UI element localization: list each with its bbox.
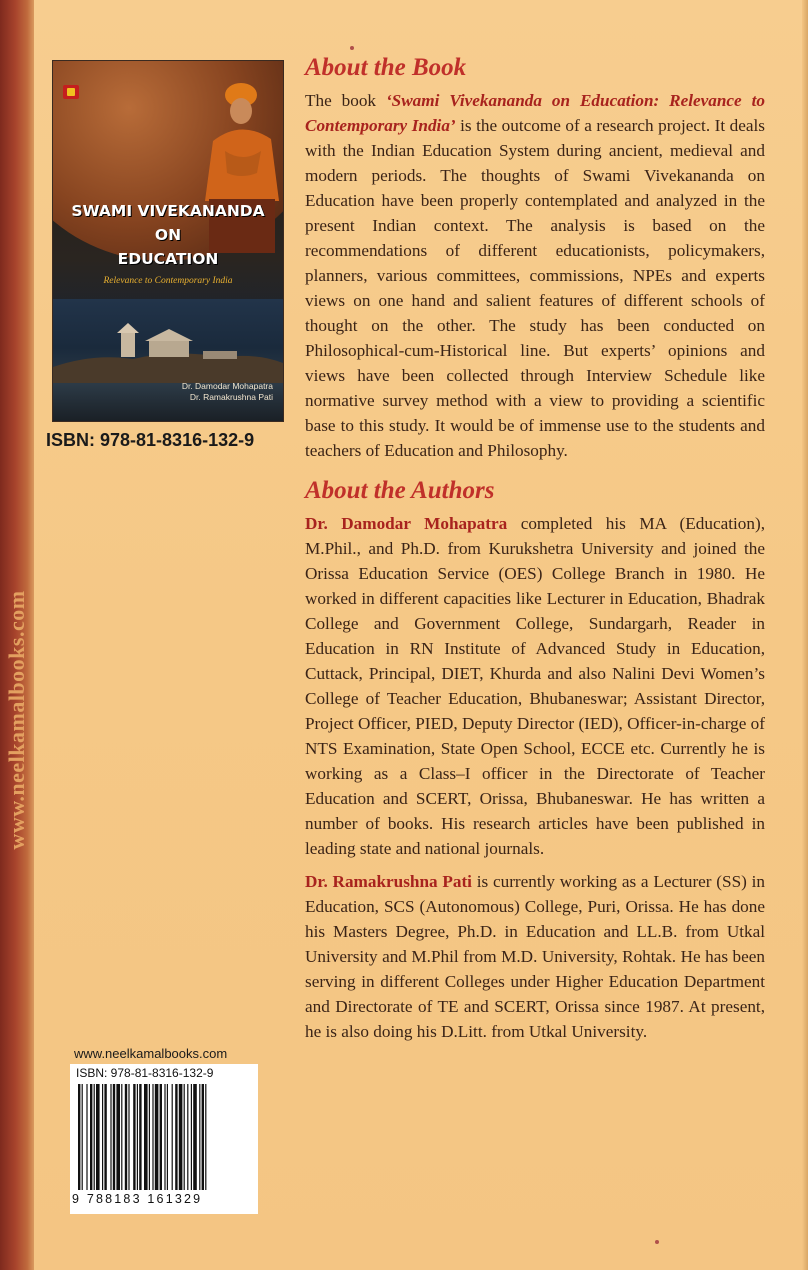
book-spine xyxy=(0,0,34,1270)
cover-subtitle: Relevance to Contemporary India xyxy=(103,276,233,286)
author-1-bio: completed his MA (Education), M.Phil., and Ph.D. from Kurukshetra University and joined the Orissa Education Service (OES) College Branch in 1980. He worked in different capacities like Lecturer in Education, Bhadrak College and Government College, Sundargarh, Reader in Education in RN Institute of Advanced Study in Education, Cuttack, Principal, DIET, Khurda and also Nalini Devi Women’s College of Teacher Education, Bhubaneswar; Assistant Director, Project Officer, PIED, Deputy Director (IED), Officer-in-charge of NTS Examination, State Open School, ECCE etc. Currently he is working as a Class–I officer in the Directorate of Teacher Education and SCERT, Orissa, Bhubaneswar. He has written a number of books. His research articles have been published in leading state and national journals. xyxy=(305,514,765,858)
cover-authors xyxy=(182,381,273,403)
author-2-name: Dr. Ramakrushna Pati xyxy=(305,872,472,891)
spine-website: www.neelkamalbooks.com xyxy=(4,590,29,850)
cover-title-line-2: ON xyxy=(154,226,182,244)
spine-website-wrapper xyxy=(4,540,30,900)
author-1-name: Dr. Damodar Mohapatra xyxy=(305,514,508,533)
cover-title-line-1: SWAMI VIVEKANANDA xyxy=(71,202,265,220)
cover-title xyxy=(53,199,283,271)
barcode-url: www.neelkamalbooks.com xyxy=(74,1046,228,1061)
cover-title-line-3: EDUCATION xyxy=(117,250,219,268)
author-2-bio: is currently working as a Lecturer (SS) in Education, SCS (Autonomous) College, Puri, Orissa. He has done his Masters Degree, Ph.D. in Education and LL.B. from Utkal University and M.Phil from M.D. University, Rohtak. He has been serving in different Colleges under Higher Education Department and Directorate of TE and SCERT, Orissa since 1987. At present, he is also doing his D.Litt. from Utkal University. xyxy=(305,872,765,1041)
cover-author-1: Dr. Damodar Mohapatra xyxy=(181,381,273,391)
isbn-label: ISBN: 978-81-8316-132-9 xyxy=(46,430,255,450)
about-book-heading: About the Book xyxy=(305,54,467,81)
barcode-block xyxy=(70,1046,260,1214)
author-2-paragraph xyxy=(305,869,765,1044)
barcode-panel xyxy=(70,1064,258,1214)
about-authors-heading: About the Authors xyxy=(305,477,495,504)
page-edge xyxy=(802,0,808,1270)
back-cover-text xyxy=(305,54,765,1044)
rock-memorial-illustration xyxy=(53,323,283,383)
about-book-body: is the outcome of a research project. It deals with the Indian Education System during ancient, medieval and modern periods. The thoughts of Swami Vivekananda on Education have been properly contemplated and analyzed in the present Indian context. The analysis is based on the recommendations of different educationists, policymakers, planners, various committees, commissions, NPEs and experts views on one hand and salient features of different schools of thought on the other. The study has been conducted on Philosophical-cum-Historical line. But experts’ opinions and views have been collected through Interview Schedule like normative survey method with a view to providing a scientific base to this study. It would be of immense use to the students and teachers of Education and Philosophy. xyxy=(305,116,765,460)
author-1-paragraph xyxy=(305,511,765,861)
book-title-italic: ‘Swami Vivekananda on Education: Relevance to Contemporary India’ xyxy=(305,91,765,135)
cover-thumbnail xyxy=(52,60,284,422)
cover-author-2: Dr. Ramakrushna Pati xyxy=(189,392,273,402)
decorative-dot xyxy=(350,46,354,50)
about-book-paragraph xyxy=(305,88,765,463)
about-book-intro: The book xyxy=(305,91,386,110)
barcode-digits: 9 788183 161329 xyxy=(72,1192,203,1206)
barcode-isbn: ISBN: 978-81-8316-132-9 xyxy=(76,1066,214,1080)
publisher-logo-icon xyxy=(63,85,79,99)
barcode-bars-icon xyxy=(78,1084,252,1190)
decorative-dot xyxy=(655,1240,659,1244)
